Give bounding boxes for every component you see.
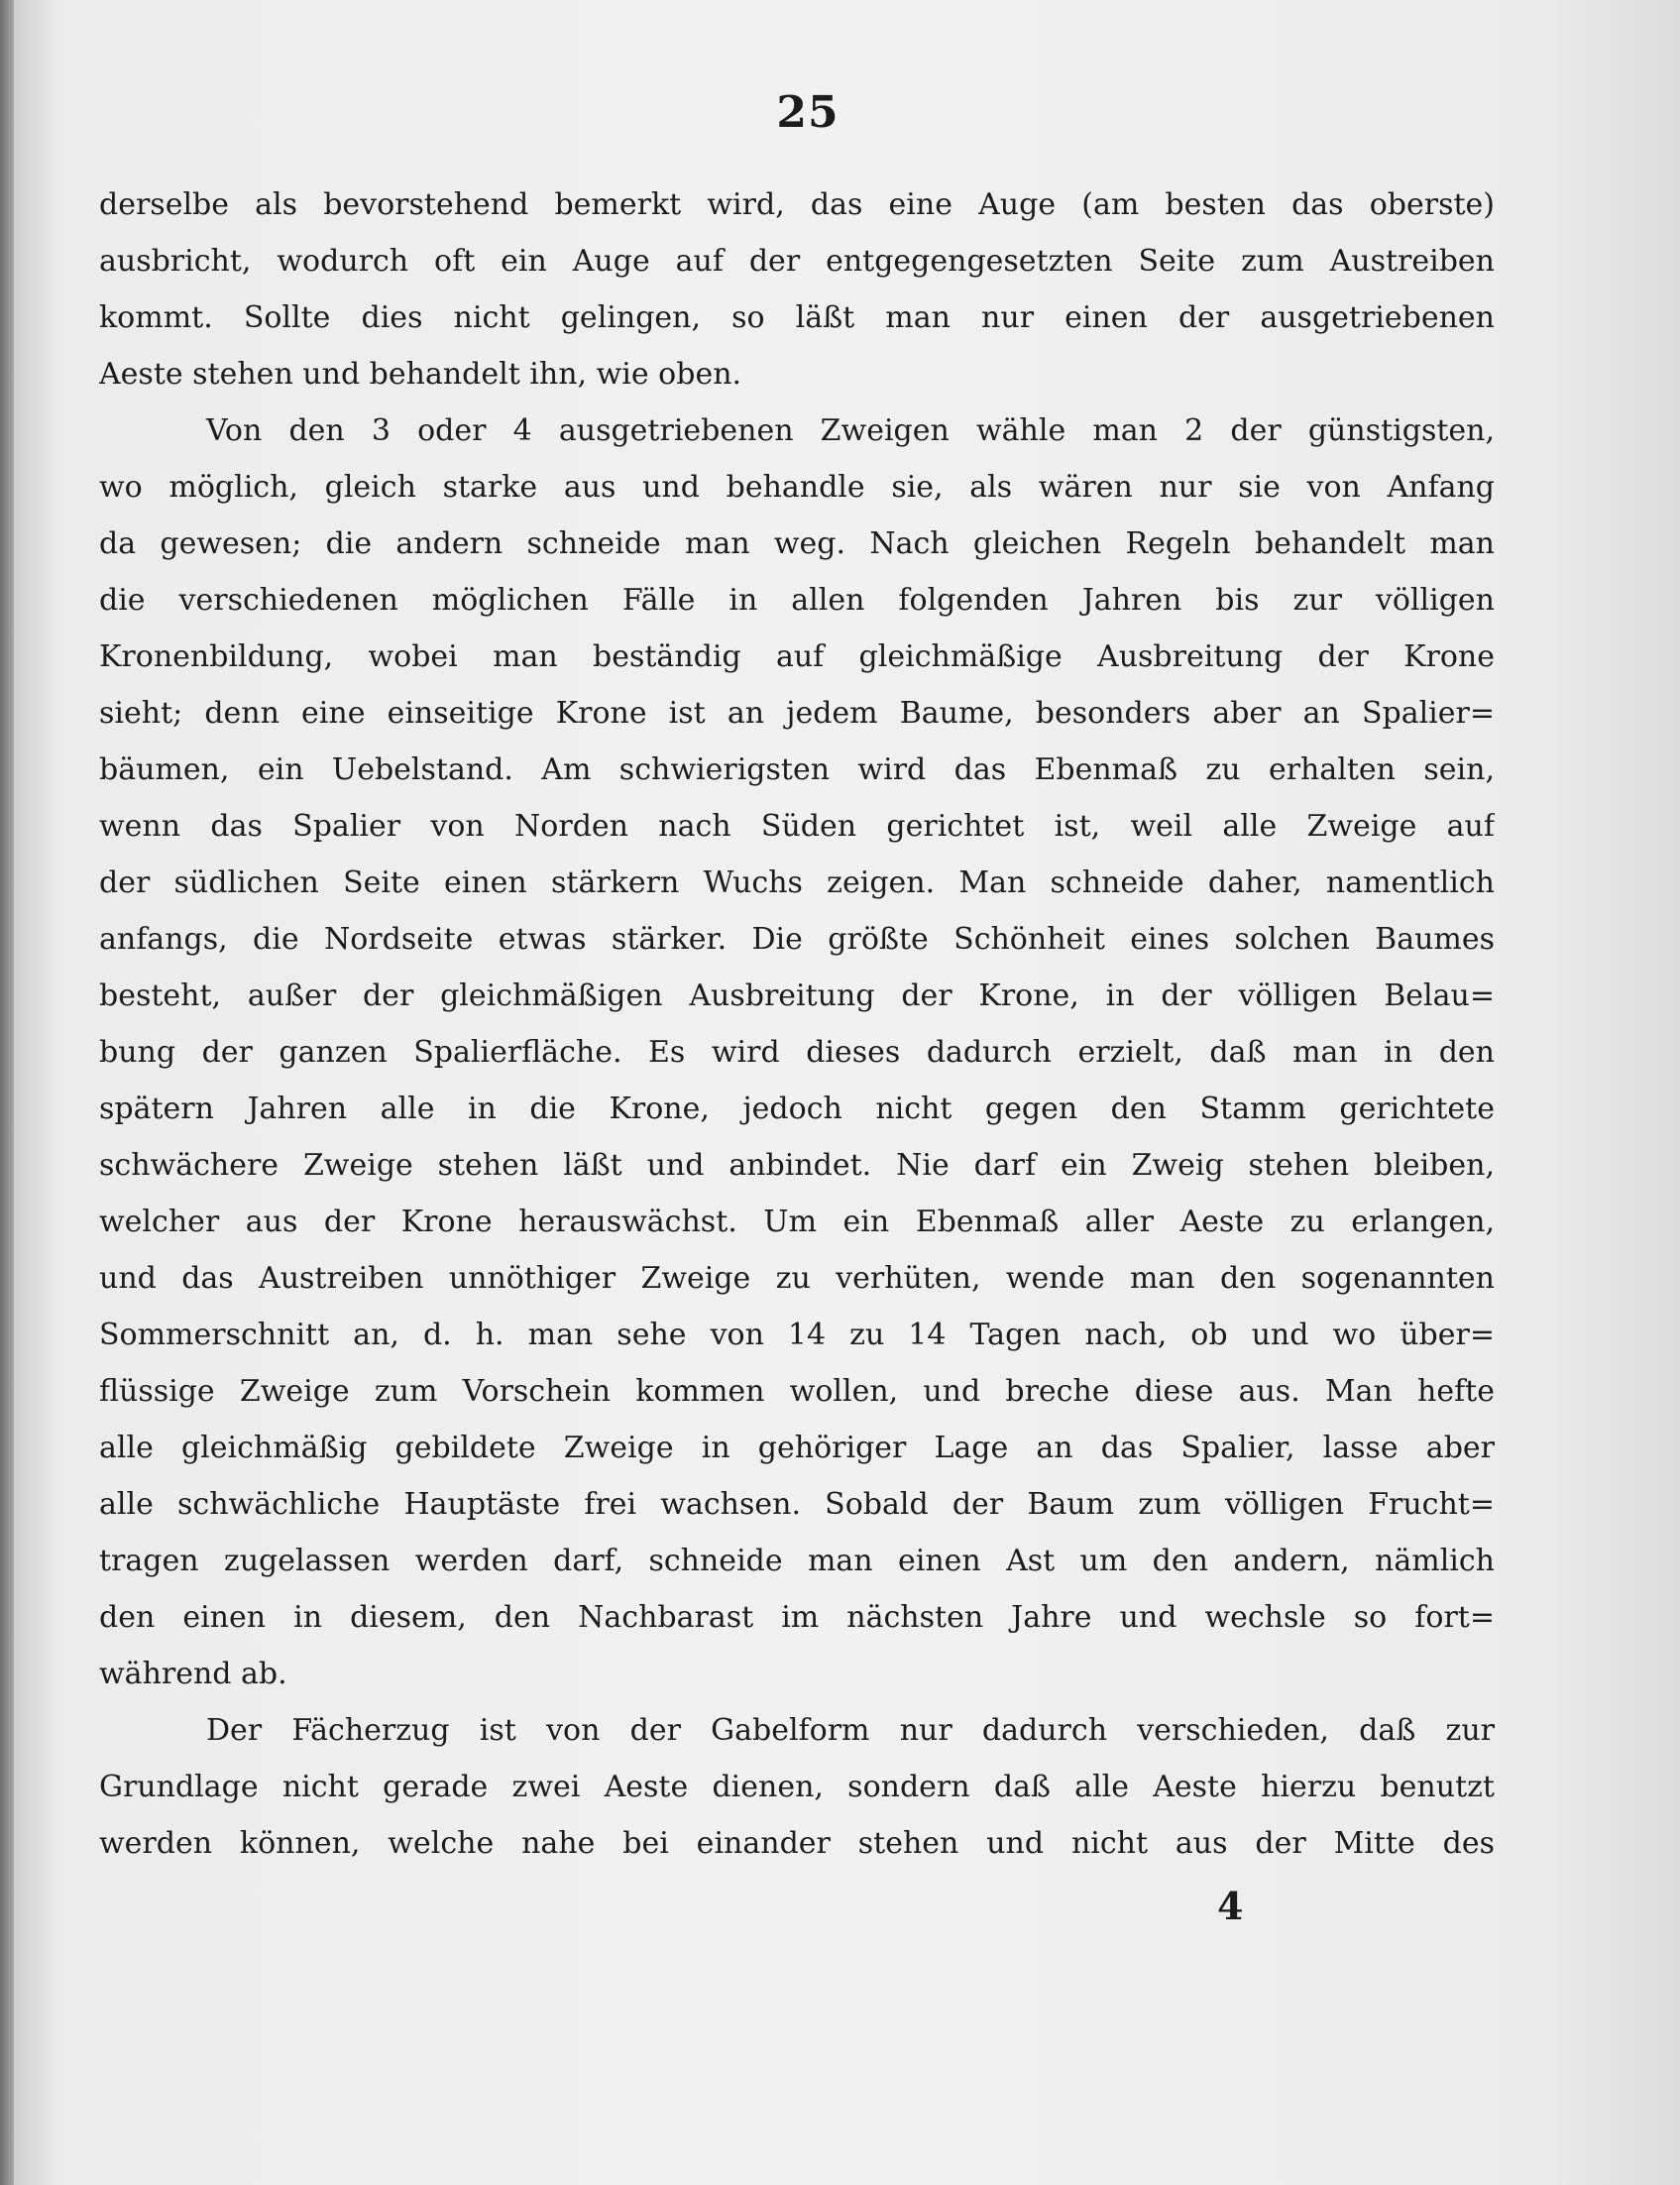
text-line: die verschiedenen möglichen Fälle in allen folgenden Jahren bis zur völligen bbox=[99, 583, 1495, 618]
text-line: wo möglich, gleich starke aus und behandle sie, als wären nur sie von Anfang bbox=[99, 470, 1495, 505]
body-text bbox=[99, 176, 1495, 1872]
text-line: tragen zugelassen werden darf, schneide man einen Ast um den andern, nämlich bbox=[99, 1544, 1495, 1578]
text-line: derselbe als bevorstehend bemerkt wird, das eine Auge (am besten das oberste) bbox=[99, 187, 1495, 222]
text-line: spätern Jahren alle in die Krone, jedoch nicht gegen den Stamm gerichtete bbox=[99, 1092, 1495, 1126]
text-line: flüssige Zweige zum Vorschein kommen wollen, und breche diese aus. Man hefte bbox=[99, 1374, 1495, 1409]
text-line: Sommerschnitt an, d. h. man sehe von 14 zu 14 Tagen nach, ob und wo über= bbox=[99, 1318, 1495, 1352]
text-line: schwächere Zweige stehen läßt und anbindet. Nie darf ein Zweig stehen bleiben, bbox=[99, 1148, 1495, 1183]
text-line: ausbricht, wodurch oft ein Auge auf der entgegengesetzten Seite zum Austreiben bbox=[99, 244, 1495, 279]
text-line: alle schwächliche Hauptäste frei wachsen. Sobald der Baum zum völligen Frucht= bbox=[99, 1487, 1495, 1522]
text-line: Aeste stehen und behandelt ihn, wie oben. bbox=[99, 357, 742, 392]
text-line: bung der ganzen Spalierfläche. Es wird dieses dadurch erzielt, daß man in den bbox=[99, 1035, 1495, 1070]
page-gutter-shadow bbox=[0, 0, 14, 2185]
text-line: kommt. Sollte dies nicht gelingen, so läßt man nur einen der ausgetriebenen bbox=[99, 300, 1495, 335]
text-line: Grundlage nicht gerade zwei Aeste dienen, sondern daß alle Aeste hierzu benutzt bbox=[99, 1770, 1495, 1804]
text-line: und das Austreiben unnöthiger Zweige zu verhüten, wende man den sogenannten bbox=[99, 1261, 1495, 1296]
text-line: den einen in diesem, den Nachbarast im nächsten Jahre und wechsle so fort= bbox=[99, 1600, 1495, 1635]
text-line: sieht; denn eine einseitige Krone ist an jedem Baume, besonders aber an Spalier= bbox=[99, 696, 1495, 731]
page-number: 25 bbox=[776, 87, 840, 138]
text-line: alle gleichmäßig gebildete Zweige in gehöriger Lage an das Spalier, lasse aber bbox=[99, 1431, 1495, 1465]
text-line: besteht, außer der gleichmäßigen Ausbreitung der Krone, in der völligen Belau= bbox=[99, 978, 1495, 1013]
text-line: Der Fächerzug ist von der Gabelform nur dadurch verschieden, daß zur bbox=[206, 1713, 1495, 1748]
signature-mark: 4 bbox=[1217, 1884, 1244, 1928]
text-line: anfangs, die Nordseite etwas stärker. Die größte Schönheit eines solchen Baumes bbox=[99, 922, 1495, 957]
text-line: bäumen, ein Uebelstand. Am schwierigsten wird das Ebenmaß zu erhalten sein, bbox=[99, 752, 1495, 787]
text-line: Von den 3 oder 4 ausgetriebenen Zweigen wähle man 2 der günstigsten, bbox=[206, 413, 1495, 448]
text-line: der südlichen Seite einen stärkern Wuchs zeigen. Man schneide daher, namentlich bbox=[99, 865, 1495, 900]
text-line: da gewesen; die andern schneide man weg. Nach gleichen Regeln behandelt man bbox=[99, 526, 1495, 561]
text-line: während ab. bbox=[99, 1657, 287, 1691]
text-line: welcher aus der Krone herauswächst. Um ein Ebenmaß aller Aeste zu erlangen, bbox=[99, 1205, 1495, 1239]
text-line: wenn das Spalier von Norden nach Süden gerichtet ist, weil alle Zweige auf bbox=[99, 809, 1495, 844]
text-line: Kronenbildung, wobei man beständig auf gleichmäßige Ausbreitung der Krone bbox=[99, 639, 1495, 674]
text-line: werden können, welche nahe bei einander stehen und nicht aus der Mitte des bbox=[99, 1826, 1495, 1861]
